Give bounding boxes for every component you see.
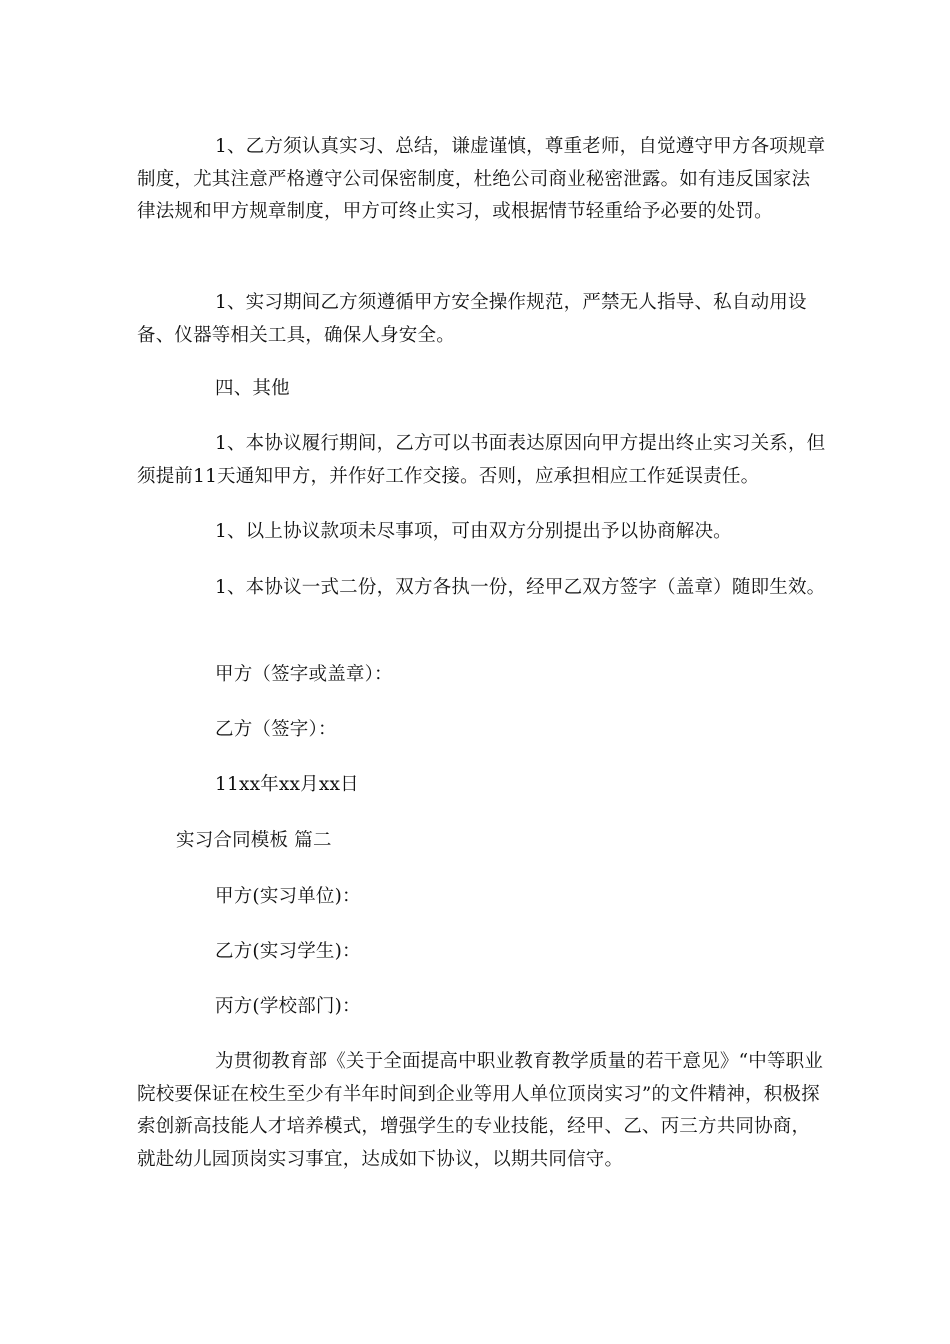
paragraph-copies: 1、本协议一式二份，双方各执一份，经甲乙双方签字（盖章）随即生效。 [215,577,826,598]
section-heading-other: 四、其他 [215,378,290,399]
paragraph-safety: 1、实习期间乙方须遵循甲方安全操作规范，严禁无人指导、私自动用设备、仪器等相关工具，确保人身安全。 [137,292,807,346]
signature-party-b: 乙方（签字）： [215,719,337,740]
paragraph-student-conduct: 1、乙方须认真实习、总结，谦虚谨慎，尊重老师，自觉遵守甲方各项规章制度，尤其注意严格遵守公司保密制度，杜绝公司商业秘密泄露。如有违反国家法律法规和甲方规章制度，甲方可终止实习，或根据情节轻重给予必要的处罚。 [137,136,826,222]
paragraph-agreement-purpose: 为贯彻教育部《关于全面提高中职业教育教学质量的若干意见》“中等职业院校要保证在校生至少有半年时间到企业等用人单位顶岗实习”的文件精神，积极探索创新高技能人才培养模式，增强学生的专业技能，经甲、乙、丙三方共同协商，就赴幼儿园顶岗实习事宜，达成如下协议，以期共同信守。 [137,1051,824,1170]
party-c-label: 丙方(学校部门)： [215,996,361,1017]
signature-party-a: 甲方（签字或盖章）： [215,664,393,685]
paragraph-termination: 1、本协议履行期间，乙方可以书面表达原因向甲方提出终止实习关系，但须提前11天通知甲方，并作好工作交接。否则，应承担相应工作延误责任。 [137,433,826,487]
party-b-label: 乙方(实习学生)： [215,941,361,962]
paragraph-unresolved-matters: 1、以上协议款项未尽事项，可由双方分别提出予以协商解决。 [215,521,732,542]
template-two-title: 实习合同模板 篇二 [176,830,332,851]
party-a-label: 甲方(实习单位)： [215,886,361,907]
signature-date: 11xx年xx月xx日 [215,774,359,795]
